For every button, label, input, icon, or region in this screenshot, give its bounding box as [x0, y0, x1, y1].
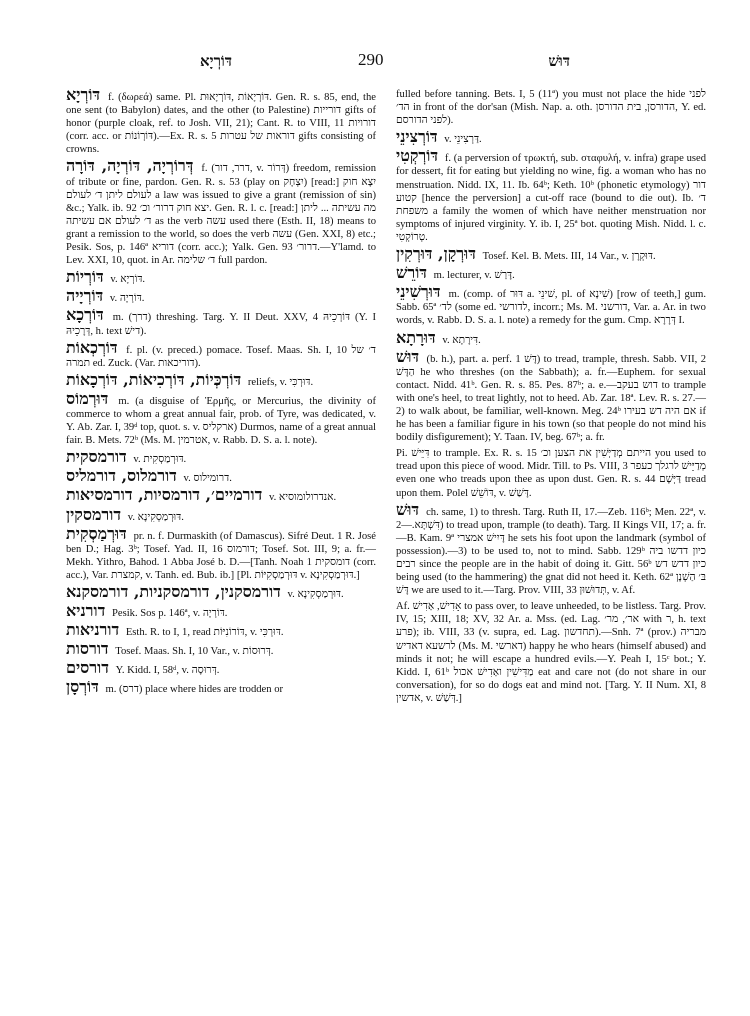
- dictionary-entry: [66, 466, 376, 486]
- dictionary-entry: [396, 263, 706, 283]
- page-number: 290: [358, 50, 384, 69]
- entry-definition: m. (a disguise of Ἑρμῆς, or Mercurius, the divinity of commerce to whom a great annual fair, prob. of Tyre, was dedicated, v. Y. Ab. Zar. I, 39ᵈ top, quot. s. v. ארקליס) Durmos, name of a great annual fair. B. Mets. 72ᵇ (Ms. M. אטרמין, v. Rabb. D. S. a. l. note).: [66, 395, 376, 447]
- entry-headword: דּוּרְמַסְקִית: [66, 523, 127, 543]
- entry-definition: reliefs, v. דּוּרְכִּי.: [247, 376, 314, 388]
- dictionary-entry: [66, 85, 377, 156]
- entry-definition: v. דִּירָתָא.: [442, 334, 481, 346]
- entry-definition: v. דרומילוס.: [183, 473, 232, 485]
- dictionary-entry: [66, 337, 376, 370]
- entry-definition: Esth. R. to I, 1, read דּוֹרוֹנִיּוֹת, v. דּוּרְכִּי.: [125, 627, 284, 639]
- page-header: [60, 50, 690, 74]
- entry-headword: דּוּשׁ: [396, 346, 420, 366]
- dictionary-entry: [66, 485, 376, 505]
- dictionary-entry: [66, 267, 376, 287]
- dictionary-entry: [396, 447, 706, 499]
- entry-headword: דּוֹרְצִינֵי: [396, 127, 438, 147]
- entry-definition: f. (δωρεά) same. Pl. דּוֹרְיָאוֹת ,דּוֹרְיָאוּת. Gen. R. s. 85, end, the one sent (to Babylon) dates, and the other (to Palestine) דורייות gifts of honor (purple cloak, ref. to Josh. VII, 21); Cant. R. to VIII, 11 דורויות (corr. acc. or דּוֹרְוֹנוֹת).—Ex. R. s. 5 דוראות של עטרות gifts consisting of crowns.: [66, 92, 377, 156]
- dictionary-entry: [396, 499, 707, 598]
- dictionary-entry: [66, 658, 376, 678]
- entry-headword: דורסות: [66, 639, 109, 659]
- dictionary-entry: [66, 639, 376, 659]
- left-column: [66, 85, 377, 700]
- entry-headword: דורמסקין: [66, 504, 122, 524]
- dictionary-entry: [66, 286, 376, 306]
- entry-headword: דּוּשׁ: [396, 499, 420, 519]
- dictionary-entry: [66, 620, 376, 640]
- dictionary-entry: [66, 305, 376, 337]
- entry-definition: v. דַּרְצִינֵי.: [444, 134, 482, 146]
- entry-headword: דּוּרָתָא: [396, 327, 436, 347]
- entry-headword: דּוֹרְכָא: [66, 305, 104, 325]
- entry-definition: Pesik. Sos p. 146ª, v. דּוֹרְיָה.: [111, 608, 228, 620]
- entry-definition: m. (comp. of דּוּר a. שׁינֵי, pl. of שִׁינָא) [row of teeth,] gum. Sabb. 65ª לד׳ (some ed. לדורשי, incorr.; Ms. M. דורשני, Var. a. Ar. in two words, v. Rabb. D. S. a. l. note) a remedy for the gum. Cmp. דְּרָרָא I.: [396, 289, 706, 327]
- entry-headword: דורמסקית: [66, 447, 127, 467]
- entry-definition: Tosef. Maas. Sh. I, 10 Var., v. דְּרוּסוֹת.: [115, 646, 274, 658]
- dictionary-entry: [66, 156, 376, 267]
- entry-definition: m. (דרך) threshing. Targ. Y. II Deut. XXV, 4 דּוֹרְכֵיהּ (Y. I דְּרָכֵיהּ, h. text דישׁ).: [66, 312, 376, 337]
- dictionary-entry: [66, 523, 376, 582]
- entry-definition: m. lecturer, v. דָּרַשׁ.: [433, 270, 515, 282]
- entry-headword: דּוֹרְכְאוֹת: [66, 337, 118, 357]
- entry-headword: דּוֹרְסָן: [66, 677, 99, 697]
- entry-headword: דּוֹרְיָיה: [66, 286, 104, 306]
- entry-definition: v. דּוּרְמַסְקִינָא.: [287, 589, 344, 600]
- entry-definition: Af. אָדִישׁ, אַדִישׁ to pass over, to leave unheeded, to be listless. Targ. Prov. IV, 15; XIII, 18; XV, 32 Ar. a. Mss. (ed. Lag. אר׳, מר׳ with ר, h. text פרע); ib. VIII, 33 (v. supra, ed. Lag. תחדשון).—Snh. 7ª (prov.) מבריה לרשעא דאדיש (Ms. M. דארשי) happy he who hears (himself abused) and minds it not; he will escape a hundred evils.—Y. Peah I, 15ᶜ bot.; Y. Kidd. I, 61ᵇ מַדִּישִׁין ואַדִישׁ אכול eat and care not (do not share in our conversation), for so do dogs eat and mind not. [Targ. Y. II Num. XI, 8 אדשין, v. דְּשַׁשׁ.]: [396, 601, 706, 704]
- entry-definition: m. (דרס) place where hides are trodden or: [105, 684, 284, 696]
- dictionary-entry: [66, 582, 376, 601]
- dictionary-entry: [66, 369, 376, 389]
- entry-definition: f. pl. (v. preced.) pomace. Tosef. Maas. Sh. I, 10 ד׳ של תמרה ed. Zuck. (Var. דוריכאות).: [66, 344, 376, 369]
- entry-headword: דּוֹרְכְּיוֹת, דּוֹרְכִיאוֹת, דּוֹרְכָאוֹת: [66, 369, 242, 389]
- dictionary-entry: [396, 244, 706, 264]
- dictionary-entry: [396, 600, 706, 705]
- dictionary-entry: [66, 504, 376, 524]
- dictionary-entry: [396, 127, 706, 147]
- entry-headword: דורמיים׳, דורמסיות, דורמסיאות: [66, 485, 263, 505]
- dictionary-entry: [396, 346, 706, 445]
- entry-headword: דורמסקנין, דורמסקניות, דורמסקנא: [66, 582, 281, 601]
- entry-definition: v. אנדרולומוסיא.: [268, 492, 337, 504]
- dictionary-entry: [66, 601, 376, 621]
- entry-headword: דורניאות: [66, 620, 120, 640]
- entry-headword: דּוֹרְיָא: [66, 85, 101, 104]
- entry-definition: f. (a perversion of τρωκτή, sub. σταφυλή, v. infra) grape used for dessert, fit for eating but yielding no wine, fig. a woman who has no menstruation. Nidd. IX, 11. Ib. 64ᵇ; Keth. 10ᵇ (phonetic etymology) דור קטוע [hence the perversion] a cut-off race (bound to die out). Ib. ד׳ משפחת a family the women of which have neither menstruation nor symptoms of injured virginity. Y. ib. I, 25ª bot. quoting Mish. Nidd. l. c. טְרוֹקְטִי.: [396, 153, 706, 243]
- dictionary-entry: [396, 146, 706, 244]
- entry-definition: v. דּוֹרְיָה.: [109, 293, 145, 305]
- entry-definition: v. דּוֹרְיָא.: [110, 274, 146, 286]
- dictionary-entry: [66, 677, 376, 697]
- entry-definition: fulled before tanning. Bets. I, 5 (11ª) you must not place the hide לפני הד׳ in front of the dor'san (Mish. Nap. a. oth. הדורסן, בית הדורסן, Y. ed. לפני הדורסם).: [396, 89, 706, 127]
- entry-headword: דּוֹרְיוֹת: [66, 267, 104, 287]
- dictionary-entry: [66, 447, 376, 467]
- entry-definition: Tosef. Kel. B. Mets. III, 14 Var., v. דּוּקְרָן.: [482, 251, 656, 263]
- entry-definition: Y. Kidd. I, 58ᵈ, v. דְּרוּסָה.: [115, 665, 220, 677]
- entry-headword: דּוּרְקָן, דּוּרְקִין: [396, 244, 476, 264]
- entry-headword: דורסים: [66, 658, 109, 678]
- running-head-right: דּוּשׁ: [548, 52, 570, 70]
- entry-definition: v. דּוּרְמַסְקִינָא.: [127, 511, 184, 523]
- entry-definition: (b. h.), part. a. perf. דָּשׁ 1) to tread, trample, thresh. Sabb. VII, 2 הַדָּשׁ he who threshes (on the Sabbath); a. fr.—Euphem. for sexual contact. Nidd. 41ᵇ. Gen. R. s. 85. Pes. 87ᵇ; a. e.—דוש בעקב to trample with one's heel, to treat lightly, not to heed. Ab. Zar. 18ª. Lev. R. s. 27.—2) to walk about, be familiar, well-known. Meg. 24ᵇ אם היה דש בעירו if he has been a familiar figure in his town (so that people do not mind his bodily disfigurement); Y. Taan. IV, beg. 67ᵇ; a. fr.: [396, 353, 706, 444]
- entry-definition: ch. same, 1) to thresh. Targ. Ruth II, 17.—Zeb. 116ᵇ; Men. 22ª, v. דִּשְׁתָּא.—2) to tread upon, trample (to death). Targ. II Kings VII, 17; a. fr.—B. Kam. 9ª דָּיִישׁ אמצרי he sets his foot upon the landmark (symbol of possession).—3) to be used to, not to mind. Sabb. 129ᵇ כיון דדשו ביה רבים since the people are in the habit of doing it. Gitt. 56ᵇ כיון דדש דש being used (to the hammering) the gnat did not heed it. Keth. 62ª בּ׳ הַשְׁנָן דָּשׁ we are used to it.—Targ. Prov. VIII, 33 תְּדוּשׁוּן, v. Af.: [396, 506, 707, 597]
- dictionary-entry: [66, 388, 376, 447]
- entry-headword: דּוּרְמוֹס: [66, 388, 109, 408]
- dictionary-entry: [396, 88, 706, 127]
- entry-headword: דְּרוֹרְיָה, דּוֹרְיָה, דּוֹרָה: [66, 156, 194, 176]
- dictionary-entry: [396, 282, 706, 327]
- entry-definition: f. (דרר, דור, v. דְּרוֹר) freedom, remission of tribute or fine, pardon. Gen. R. s. 53 (play on יִצְחָק) [read:] יִצָא חוק לעולם ליתן ד׳ לעולם a law was issued to give a grant (remission of sin) &c.; Yalk. ib. 92 יצא חוק דרור׳ וכ׳. Gen. R. l. c. [read:] מה עשיתה ... ליתן ד׳ לעולם אם עשיתה as the verb עשה used there (Esth. II, 18) means to grant a remission to the world, so does the verb עשה (Gen. XXI, 8) etc.; Pesik. Sos, p. 146ª דוריא (corr. acc.); Yalk. Gen. 93 דרור׳.—Y'lamd. to Lev. XXI, 10, quot. in Ar. ד׳ שלימה full pardon.: [66, 163, 376, 267]
- entry-headword: דּוֹרְקְטִי: [396, 146, 439, 166]
- entry-headword: דּוֹרֵשׁ: [396, 263, 427, 283]
- entry-headword: דורמלוס, דורמליס: [66, 466, 177, 486]
- entry-definition: v. דּוּרְמַסְקִית.: [133, 454, 187, 466]
- dictionary-entry: [396, 327, 706, 347]
- running-head-left: דּוֹרְיָא: [200, 52, 232, 70]
- entry-headword: דּוּרְשִׁינֵי: [396, 282, 441, 302]
- right-column: [396, 88, 706, 708]
- entry-definition: Pi. דִּיֵּישׁ to trample. Ex. R. s. 15 הייתם מְדַיְּשִׁין את הצען וכ׳ you used to tread upon this piece of wood. Midr. Till. to Ps. VIII, 3 מְדַיֵּישׁ לרגלך כעפר even one who treads upon thee as upon dust. Gen. R. s. 44 דַּיְּשָׁם tread upon them. Polel דּוֹשֵׁשׁ, v. דָּשַׁשׁ.: [396, 448, 707, 499]
- entry-definition: pr. n. f. Durmaskith (of Damascus). Sifré Deut. 1 R. José ben D.; Hag. 3ᵇ; Tosef. Yad. II, 16 דורמוס; Tosef. Sot. III, 9; a. fr.—Mekh. Yithro, Bahod. 1 Abba José b. D.—[Tanh. Noah 1 דומסקית (corr. acc.), Var. קמצרת, v. Tanh. ed. Bub. ib.] [Pl. דּוּרְמַסְקִיּוֹת v. דּוּרְמַסְקִינָא.]: [66, 530, 376, 581]
- entry-headword: דורניא: [66, 601, 106, 621]
